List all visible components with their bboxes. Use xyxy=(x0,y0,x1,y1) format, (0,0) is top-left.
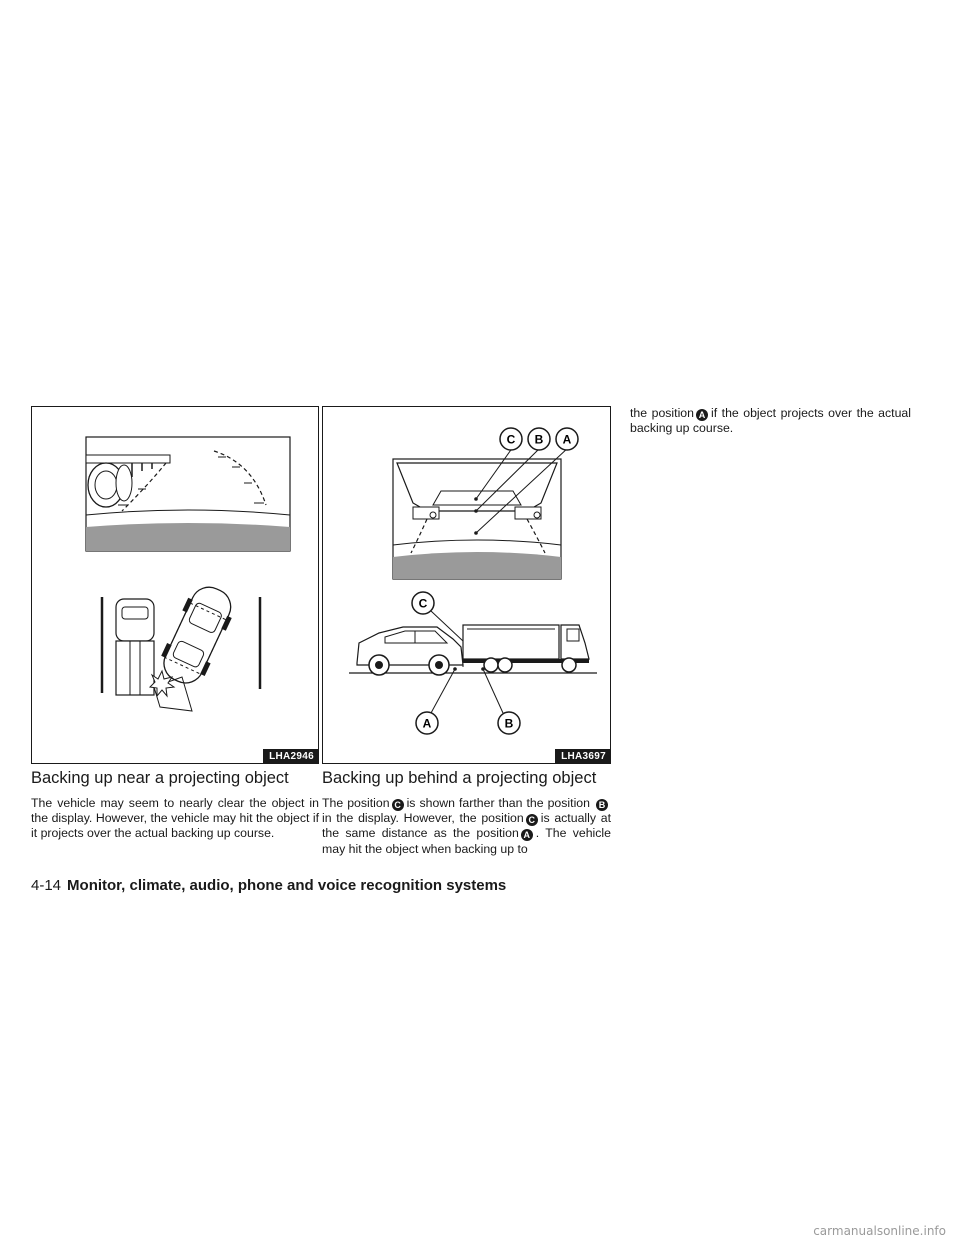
section-heading-near: Backing up near a projecting object xyxy=(31,769,289,787)
footer-section-title: Monitor, climate, audio, phone and voice recognition systems xyxy=(67,877,507,894)
label-b-bottom: B xyxy=(504,716,514,731)
label-a-top: A xyxy=(562,432,572,447)
label-a-bottom: A xyxy=(422,716,432,731)
figure-projecting-object-side xyxy=(31,406,319,764)
page-number: 4-14 xyxy=(31,877,62,894)
figure-code: LHA2946 xyxy=(263,749,318,763)
section-heading-behind: Backing up behind a projecting object xyxy=(322,769,597,787)
badge-a: A xyxy=(521,829,533,841)
badge-b: B xyxy=(596,799,608,811)
section-body-behind-continued: the position A if the object projects over the actual backing up course. xyxy=(630,406,911,436)
figure-projecting-object-behind xyxy=(322,406,611,764)
badge-a: A xyxy=(696,409,708,421)
badge-c: C xyxy=(392,799,404,811)
figure-code: LHA3697 xyxy=(555,749,610,763)
page-footer xyxy=(31,877,506,894)
label-b-top: B xyxy=(534,432,544,447)
section-body-near: The vehicle may seem to nearly clear the object in the display. However, the vehicle may hit the object if it projects over the actual backing up course. xyxy=(31,796,319,841)
illustration-rear-obstacle xyxy=(323,407,612,765)
label-c-top: C xyxy=(506,432,516,447)
watermark: carmanualsonline.info xyxy=(813,1224,946,1238)
section-body-behind: The position C is shown farther than the position Bin the display. However, the position C is actually at the same distance as the position A . The vehicle may hit the object when backing up to xyxy=(322,796,612,856)
illustration-side-obstacle xyxy=(32,407,320,765)
badge-c: C xyxy=(526,814,538,826)
label-c-bottom: C xyxy=(418,596,428,611)
